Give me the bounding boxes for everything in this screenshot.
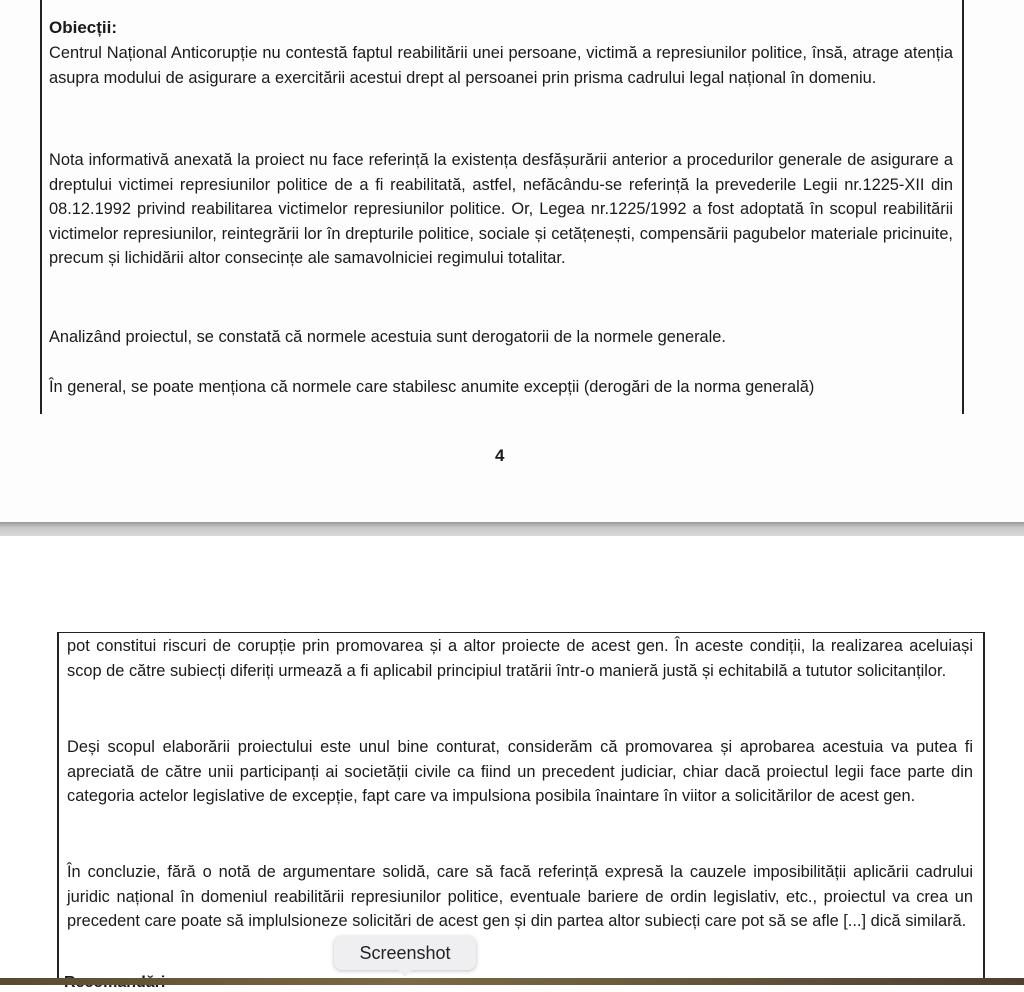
paragraph-7: În concluzie, fără o notă de argumentare solidă, care să facă referință expresă la cauzele imposibilității aplicării cadrului juridic național în domeniul reabilitării represiunilor politice, eventuale bariere de ordin legislativ, etc., proiectul va crea un precedent care poate să implulsioneze solicitări de acest gen și din partea altor subiecți care pot să se afle [...] dică similară.	[67, 863, 973, 930]
page-separator	[0, 522, 1024, 536]
bottom-toolbar-edge	[0, 978, 1024, 985]
paragraph-1: Centrul Național Anticorupție nu contestă faptul reabilitării unei persoane, victimă a represiunilor politice, însă, atrage atenția asupra modului de asigurare a exercitării acestui drept al persoanei prin prisma cadrului legal național în domeniu.	[49, 44, 953, 87]
paragraph-3: Analizând proiectul, se constată că normele acestuia sunt derogatorii de la normele generale.	[49, 328, 726, 346]
tooltip-arrow-icon	[398, 970, 412, 977]
screenshot-tooltip[interactable]: Screenshot	[334, 936, 476, 970]
section-heading: Obiecții:	[49, 18, 118, 37]
paragraph-6: Deși scopul elaborării proiectului este unul bine conturat, considerăm că promovarea și aprobarea acestuia va putea fi apreciată de către unii participanți ai societății civile ca fiind un precedent judiciar, chiar dacă proiectul legii face parte din categoria actelor legislative de excepție, fapt care va impulsiona posibila înaintare în viitor a solicitărilor de acest gen.	[67, 738, 973, 805]
paragraph-2: Nota informativă anexată la proiect nu face referință la existența desfășurării anterior a procedurilor generale de asigurare a dreptului victimei represiunilor politice de a fi reabilitată, astfel, nefăcându-se referință la prevederile Legii nr.1225-XII din 08.12.1992 privind reabilitarea victimelor represiunilor politice. Or, Legea nr.1225/1992 a fost adoptată în scopul reabilitării victimelor represiunilor, reintegrării lor în drepturile politice, sociale și cetățenești, compensării pagubelor materiale pricinuite, precum și lichidării altor consecințe ale samavolniciei regimului totalitar.	[49, 151, 953, 267]
paragraph-5: pot constitui riscuri de corupție prin promovarea și a altor proiecte de acest gen. În aceste condiții, la realizarea aceluiași scop de către subiecți diferiți urmează a fi aplicabil principiul tratării într-o manieră justă și echitabilă a tututor solicitanților.	[67, 637, 973, 680]
paragraph-4: În general, se poate menționa că normele care stabilesc anumite excepții (derogări de la norma generală)	[49, 378, 815, 396]
page-number: 4	[495, 446, 505, 465]
